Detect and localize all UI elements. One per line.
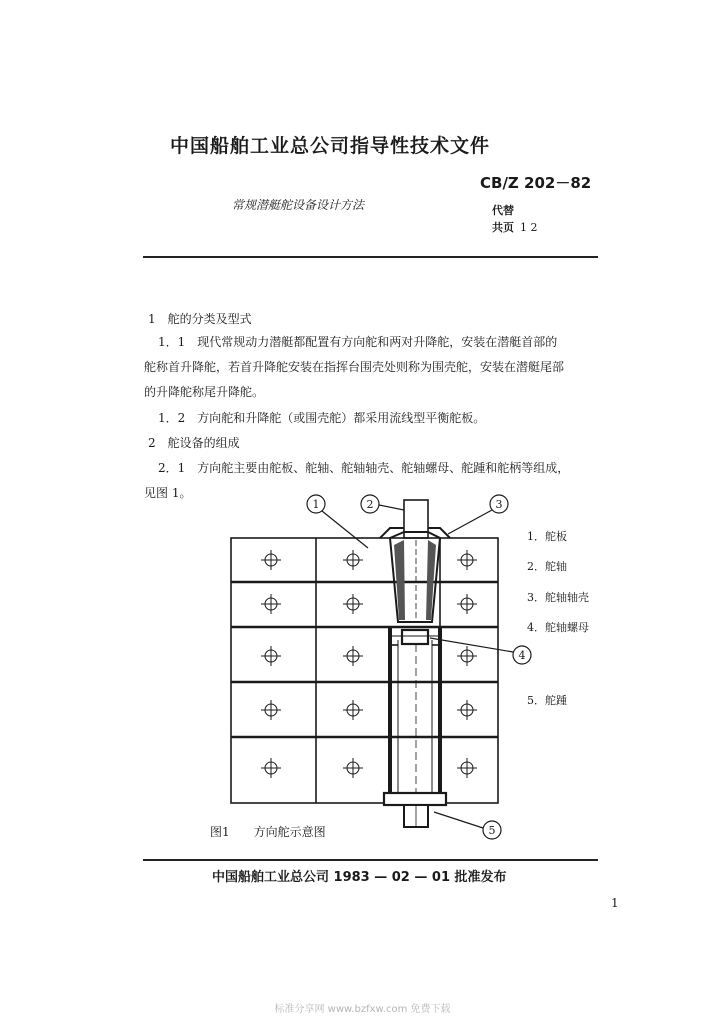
total-pages-value: 1 2 (520, 221, 538, 234)
callout-5-label: 5 (488, 824, 496, 837)
callout-4-label: 4 (518, 649, 526, 662)
paragraph-1-1-line-2: 舵称首升降舵，若首升降舵安装在指挥台围壳处则称为围壳舵，安装在潜艇尾部 (144, 360, 565, 374)
document-title: 常规潜艇舵设备设计方法 (232, 198, 365, 212)
approval-line: 中国船舶工业总公司 1983 — 02 — 01 批准发布 (212, 870, 507, 885)
callout-3-label: 3 (495, 498, 503, 511)
legend-item-2: 2．舵轴 (527, 560, 567, 573)
lightening-holes (261, 550, 477, 778)
legend-item-1: 1．舵板 (527, 530, 567, 543)
rudder-heel-flange (384, 793, 446, 805)
paragraph-2-1-line-2: 见图 1。 (144, 486, 192, 500)
replaces-label: 代替 (492, 204, 514, 217)
stock-nut (402, 630, 428, 644)
legend-item-3: 3．舵轴轴壳 (527, 591, 589, 604)
figure-caption (210, 823, 326, 840)
standard-code: CB/Z 202－82 (480, 174, 592, 192)
total-pages-label: 共页 (492, 221, 514, 234)
figure-caption-title: 方向舵示意图 (253, 825, 326, 839)
figure-caption-label: 图1 (210, 825, 230, 839)
section-2-heading: 2 舵设备的组成 (148, 436, 240, 450)
paragraph-2-1-line-1: 2．1 方向舵主要由舵板、舵轴、舵轴轴壳、舵轴螺母、舵踵和舵柄等组成， (158, 461, 570, 475)
legend-item-4: 4．舵轴螺母 (527, 621, 589, 634)
paragraph-1-1-line-3: 的升降舵称尾升降舵。 (144, 385, 265, 399)
footer-divider (143, 859, 598, 861)
watermark: 标准分享网 www.bzfxw.com 免费下载 (274, 1004, 451, 1015)
callout-2-label: 2 (366, 498, 374, 511)
section-1-heading: 1 舵的分类及型式 (148, 312, 252, 326)
paragraph-1-1-line-1: 1．1 现代常规动力潜艇都配置有方向舵和两对升降舵，安装在潜艇首部的 (158, 335, 558, 349)
legend-item-5: 5．舵踵 (527, 694, 567, 707)
paragraph-1-2: 1．2 方向舵和升降舵（或围壳舵）都采用流线型平衡舵板。 (158, 411, 486, 425)
page-number: 1 (611, 896, 619, 910)
org-title: 中国船舶工业总公司指导性技术文件 (170, 135, 491, 157)
callout-1-label: 1 (312, 498, 320, 511)
